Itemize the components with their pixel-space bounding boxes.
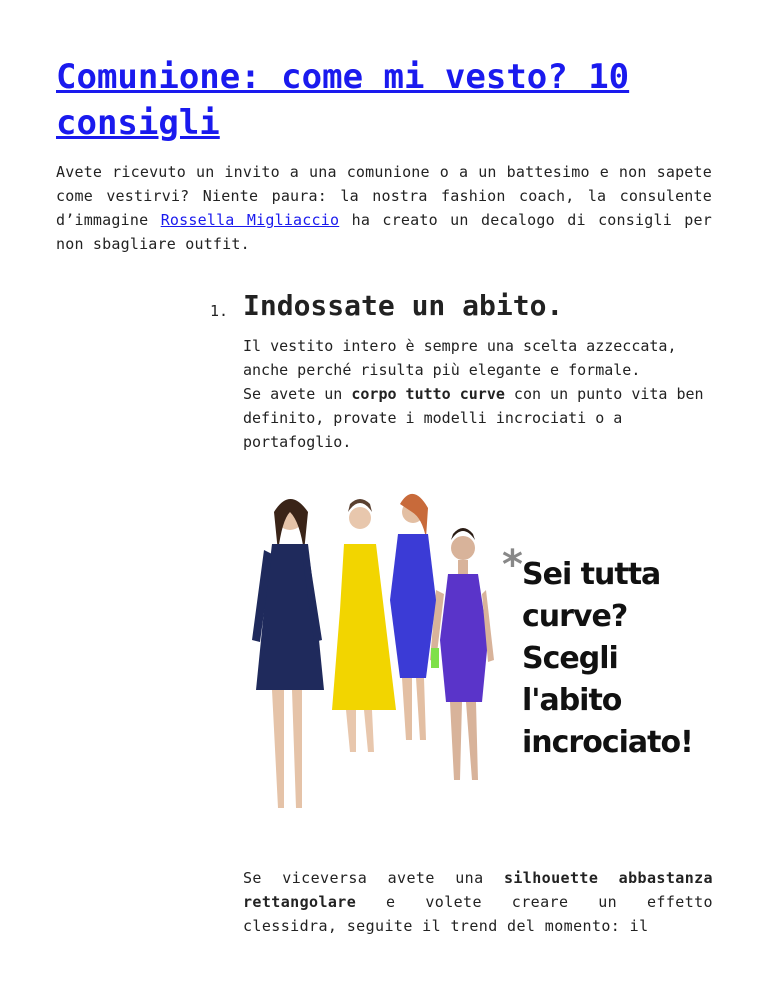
illustration-caption: [502, 542, 722, 764]
caption-text: Sei tutta curve? Scegli l'abito incrociato!: [522, 557, 693, 760]
para2-emphasis: silhouette abbastanza rettangolare: [243, 869, 713, 911]
figure-blue-dress: [390, 494, 436, 740]
tip-body-emphasis: corpo tutto curve: [351, 385, 505, 403]
tip-number: 1.: [210, 302, 229, 320]
figure-navy-dress: [252, 499, 324, 808]
intro-paragraph: [56, 160, 712, 256]
tip-body-line1: Il vestito intero è sempre una scelta azzeccata, anche perché risulta più elegante e formale.: [243, 337, 677, 379]
article-title: [56, 54, 726, 146]
figure-purple-dress: [430, 528, 494, 780]
figure-yellow-dress: [332, 499, 396, 752]
women-in-dresses-image: [250, 490, 510, 830]
dress-illustration: [250, 490, 720, 830]
tip-body: [243, 334, 711, 454]
tip-body-line2-end: con un punto vita ben definito, provate i modelli incrociati o a portafoglio.: [243, 385, 704, 451]
article-title-link[interactable]: Comunione: come mi vesto? 10 consigli: [56, 57, 630, 143]
tip-body-line2-start: Se avete un: [243, 385, 352, 403]
asterisk-icon: *: [502, 542, 522, 588]
para2-start: Se viceversa avete una: [243, 869, 504, 887]
tip-title: Indossate un abito.: [243, 289, 564, 322]
author-link[interactable]: Rossella Migliaccio: [160, 211, 340, 229]
intro-text-end: ha creato un decalogo di consigli per non sbagliare outfit.: [56, 211, 712, 253]
para2-end: e volete creare un effetto clessidra, seguite il trend del momento: il: [243, 893, 713, 935]
tip-body-continued: [243, 866, 713, 938]
intro-text-start: Avete ricevuto un invito a una comunione o a un battesimo e non sapete come vestirvi? Niente paura: la nostra fashion coach, la consulente d’immagine: [56, 163, 712, 229]
